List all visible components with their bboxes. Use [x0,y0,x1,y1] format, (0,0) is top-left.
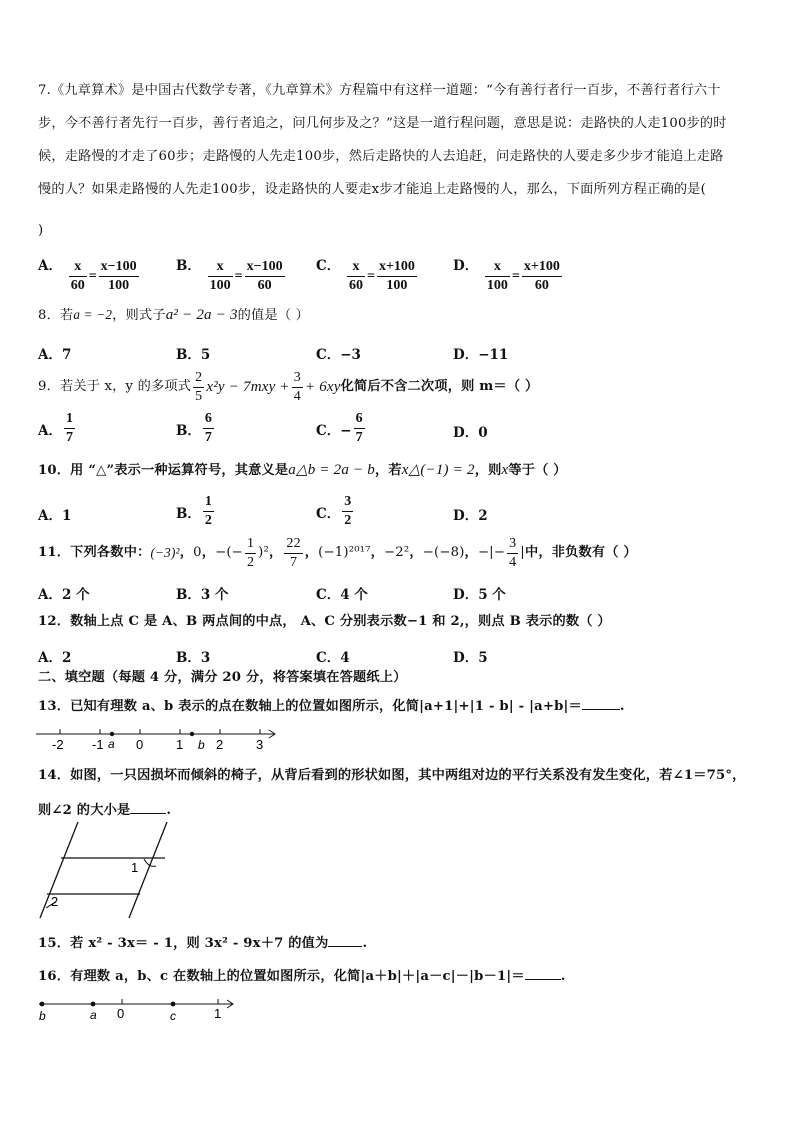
frac-den: 7 [204,430,212,445]
q9-option-d[interactable]: D．0 [453,425,488,441]
tick-label: 2 [216,737,224,752]
option-label: C． [316,505,341,522]
q10-option-c[interactable] [316,493,355,530]
q8-stem [38,306,309,325]
q10-mid2: ，则 [474,463,502,478]
frac-num: 3 [507,535,518,554]
q11-option-d[interactable]: D．5 个 [453,587,506,603]
q11-number: )² [258,545,269,560]
frac-den: 5 [195,388,203,404]
q9-prefix: 9．若关于 x，y 的多项式 [38,379,192,394]
q11-number: −|− [477,545,506,560]
q16-end: . [560,969,566,984]
q11-number: −(−8) [422,545,465,560]
q13-text: 13．已知有理数 a、b 表示的点在数轴上的位置如图所示，化简|a+1|+|1 - b| - |a+b|＝ [38,699,582,714]
q7-option-b[interactable]: B． $\frac{x}{100}$ = $\frac{x-100}{60}$ [176,258,283,293]
frac-num: 1 [245,535,256,554]
q8-option-c[interactable]: C．−3 [316,347,361,363]
answer-blank[interactable] [525,967,561,980]
q10-option-b[interactable] [176,493,216,530]
frac-den: 100 [209,278,231,293]
q9-stem [38,369,538,405]
q11-stem: 11．下列各数中： (−3)² ， 0 ， −(− $\frac{1}{2}$ )² ， $\frac{22}{7}$ ， (−1)²⁰¹⁷ ， −2² ， −(−8) ， −|− $\frac{3}{4}$ | 中，非负数有（ ） [38,535,637,570]
q11-number: −2² [384,545,410,560]
q10-mid: ，若 [374,463,402,478]
q11-suffix: 中，非负数有（ ） [524,545,637,560]
q7-option-a[interactable]: A． $\frac{x}{60}$ = $\frac{x-100}{100}$ [38,258,137,293]
frac-den: 60 [257,278,272,293]
option-label: B． [176,422,201,439]
frac-den: 2 [246,554,255,570]
frac-den: 7 [355,430,363,445]
frac-num: 1 [64,410,75,429]
angle-1-arc [144,859,156,866]
q14-chair-figure [30,822,170,922]
q11-option-c[interactable]: C．4 个 [316,587,368,603]
q7-option-d[interactable]: D． $\frac{x}{100}$ = $\frac{x+100}{60}$ [453,258,560,293]
tick-label: 1 [176,737,184,752]
q16-number-line [36,998,236,1024]
option-label: A． [38,258,62,274]
q7-line2: 步，今不善行者先行一百步，善行者追之，问几何步及之？”这是一道行程问题，意思是说：走路快的人走100步的时 [38,116,727,131]
q14-line1: 14．如图，一只因损坏而倾斜的椅子，从背后看到的形状如图，其中两组对边的平行关系没有发生变化，若∠1＝75°， [38,768,746,783]
frac-num: x [69,258,87,277]
q9-option-c[interactable] [316,410,367,447]
frac-num: 3 [342,493,353,512]
q10-prefix: 10．用 “△”表示一种运算符号，其意义是 [38,463,289,478]
q10-stem [38,461,567,480]
q10-option-a[interactable]: A．1 [38,508,72,524]
q13-number-line [36,728,281,754]
point-b-dot [40,1002,45,1007]
left-leg [40,822,78,918]
q7-option-c[interactable]: C． $\frac{x}{60}$ = $\frac{x+100}{100}$ [316,258,415,293]
q14-text: 则∠2 的大小是 [38,803,131,818]
frac-den: 2 [204,513,212,528]
frac-den: 100 [386,278,408,293]
tick-label: 3 [256,737,264,752]
q9-option-a[interactable] [38,410,77,447]
frac-den: 4 [509,554,517,570]
q8-mid: ，则式子 [112,308,166,323]
answer-blank[interactable] [582,697,620,710]
q11-number: | [520,545,525,560]
frac-den: 100 [486,278,508,293]
q12-option-a[interactable]: A．2 [38,650,72,666]
q10-condition: x△(−1) = 2 [401,462,475,478]
frac-den: 60 [534,278,549,293]
frac-num: 3 [292,369,303,388]
q12-stem: 12．数轴上点 C 是 A、B 两点间的中点， A、C 分别表示数−1 和 2,，则点 B 表示的数（ ） [38,614,611,629]
point-c-dot [171,1002,176,1007]
tick-label-0: 0 [117,1006,125,1021]
q8-suffix: 的值是（ ） [237,308,310,323]
q7-line3: 候，走路慢的才走了60步；走路慢的人先走100步，然后走路快的人去追赶，问走路快的人要走多少步才能追上走路 [38,149,724,164]
q8-condition: a = −2 [73,307,113,322]
frac-den: 2 [344,513,352,528]
point-a-label: a [90,1008,97,1022]
frac-den: 60 [70,278,85,293]
section-heading: 二、填空题（每题 4 分，满分 20 分，将答案填在答题纸上） [38,670,407,685]
frac-num: x [347,258,365,277]
q16-text: 16．有理数 a，b、c 在数轴上的位置如图所示，化简|a＋b|＋|a－c|－|b－1|＝ [38,969,525,984]
q11-option-b[interactable]: B．3 个 [176,587,229,603]
q8-option-b[interactable]: B．5 [176,347,211,363]
q8-option-d[interactable]: D．−11 [453,347,509,363]
point-a-dot [91,1002,96,1007]
point-b-dot [190,732,194,736]
q11-number: (−1)²⁰¹⁷ [318,545,371,560]
q12-option-d[interactable]: D．5 [453,650,488,666]
q11-number: −(− [215,545,243,560]
point-c-label: c [170,1009,176,1023]
q7-line5: ) [38,223,44,238]
q11-number: (−3)² [150,545,180,560]
tick-label-1: 1 [214,1006,222,1021]
option-label: C． [316,258,341,274]
q13-end: . [619,699,625,714]
answer-blank[interactable] [130,801,166,814]
option-label: B． [176,505,201,522]
q7-line4: 慢的人？如果走路慢的人先走100步，设走路快的人要走x步才能追上走路慢的人，那么，下面所列方程正确的是( [38,182,706,197]
q10-variable: x [501,462,509,478]
frac-num: x−100 [245,258,285,277]
frac-num: x+100 [522,258,562,277]
q8-expression: a² − 2a − 3 [165,307,238,323]
q13-stem [38,697,625,716]
q8-prefix: 8．若 [38,308,74,323]
frac-num: 6 [203,410,214,429]
frac-den: 7 [289,554,298,570]
q9-term: + 6xy [304,379,341,395]
option-label: C．− [316,422,352,439]
q10-suffix: 等于（ ） [508,463,567,478]
frac-den: 100 [108,278,130,293]
point-b-label: b [39,1009,46,1023]
option-label: B． [176,258,201,274]
q15-end: . [362,936,368,951]
q16-stem [38,967,566,986]
q9-option-b[interactable] [176,410,216,447]
q9-term: x²y − 7mxy + [206,379,290,395]
q8-option-a[interactable]: A．7 [38,347,72,363]
point-a-dot [110,732,114,736]
frac-num: x [208,258,233,277]
q15-text: 15．若 x² - 3x＝ - 1，则 3x² - 9x＋7 的值为 [38,936,329,951]
frac-num: x [485,258,510,277]
frac-num: x−100 [99,258,139,277]
q11-option-a[interactable]: A．2 个 [38,587,90,603]
frac-num: x+100 [377,258,417,277]
point-a-label: a [108,737,115,751]
q15-stem [38,934,367,953]
q11-prefix: 11．下列各数中： [38,545,151,560]
q12-option-b[interactable]: B．3 [176,650,211,666]
q12-option-c[interactable]: C．4 [316,650,350,666]
q9-suffix: 化简后不含二次项，则 m＝（ ） [340,379,539,394]
q10-definition: a△b = 2a − b [288,462,375,478]
frac-num: 2 [193,369,204,388]
answer-blank[interactable] [328,934,362,947]
frac-den: 60 [348,278,363,293]
option-label: A． [38,422,62,439]
angle-2-label: 2 [51,894,59,909]
tick-label: -2 [52,737,64,752]
frac-num: 22 [284,535,302,554]
q11-number: 0 [193,545,202,560]
q14-end: . [166,803,172,818]
tick-label: -1 [92,737,104,752]
q10-option-d[interactable]: D．2 [453,508,488,524]
frac-num: 1 [203,493,214,512]
q7-line1: 7.《九章算术》是中国古代数学专著，《九章算术》方程篇中有这样一道题：“今有善行者行一百步，不善行者行六十 [38,83,721,98]
tick-label: 0 [136,737,144,752]
q14-line2 [38,801,171,820]
frac-den: 4 [293,388,301,404]
frac-den: 7 [65,430,73,445]
frac-num: 6 [354,410,365,429]
option-label: D． [453,258,479,274]
point-b-label: b [198,738,205,752]
angle-1-label: 1 [131,860,139,875]
